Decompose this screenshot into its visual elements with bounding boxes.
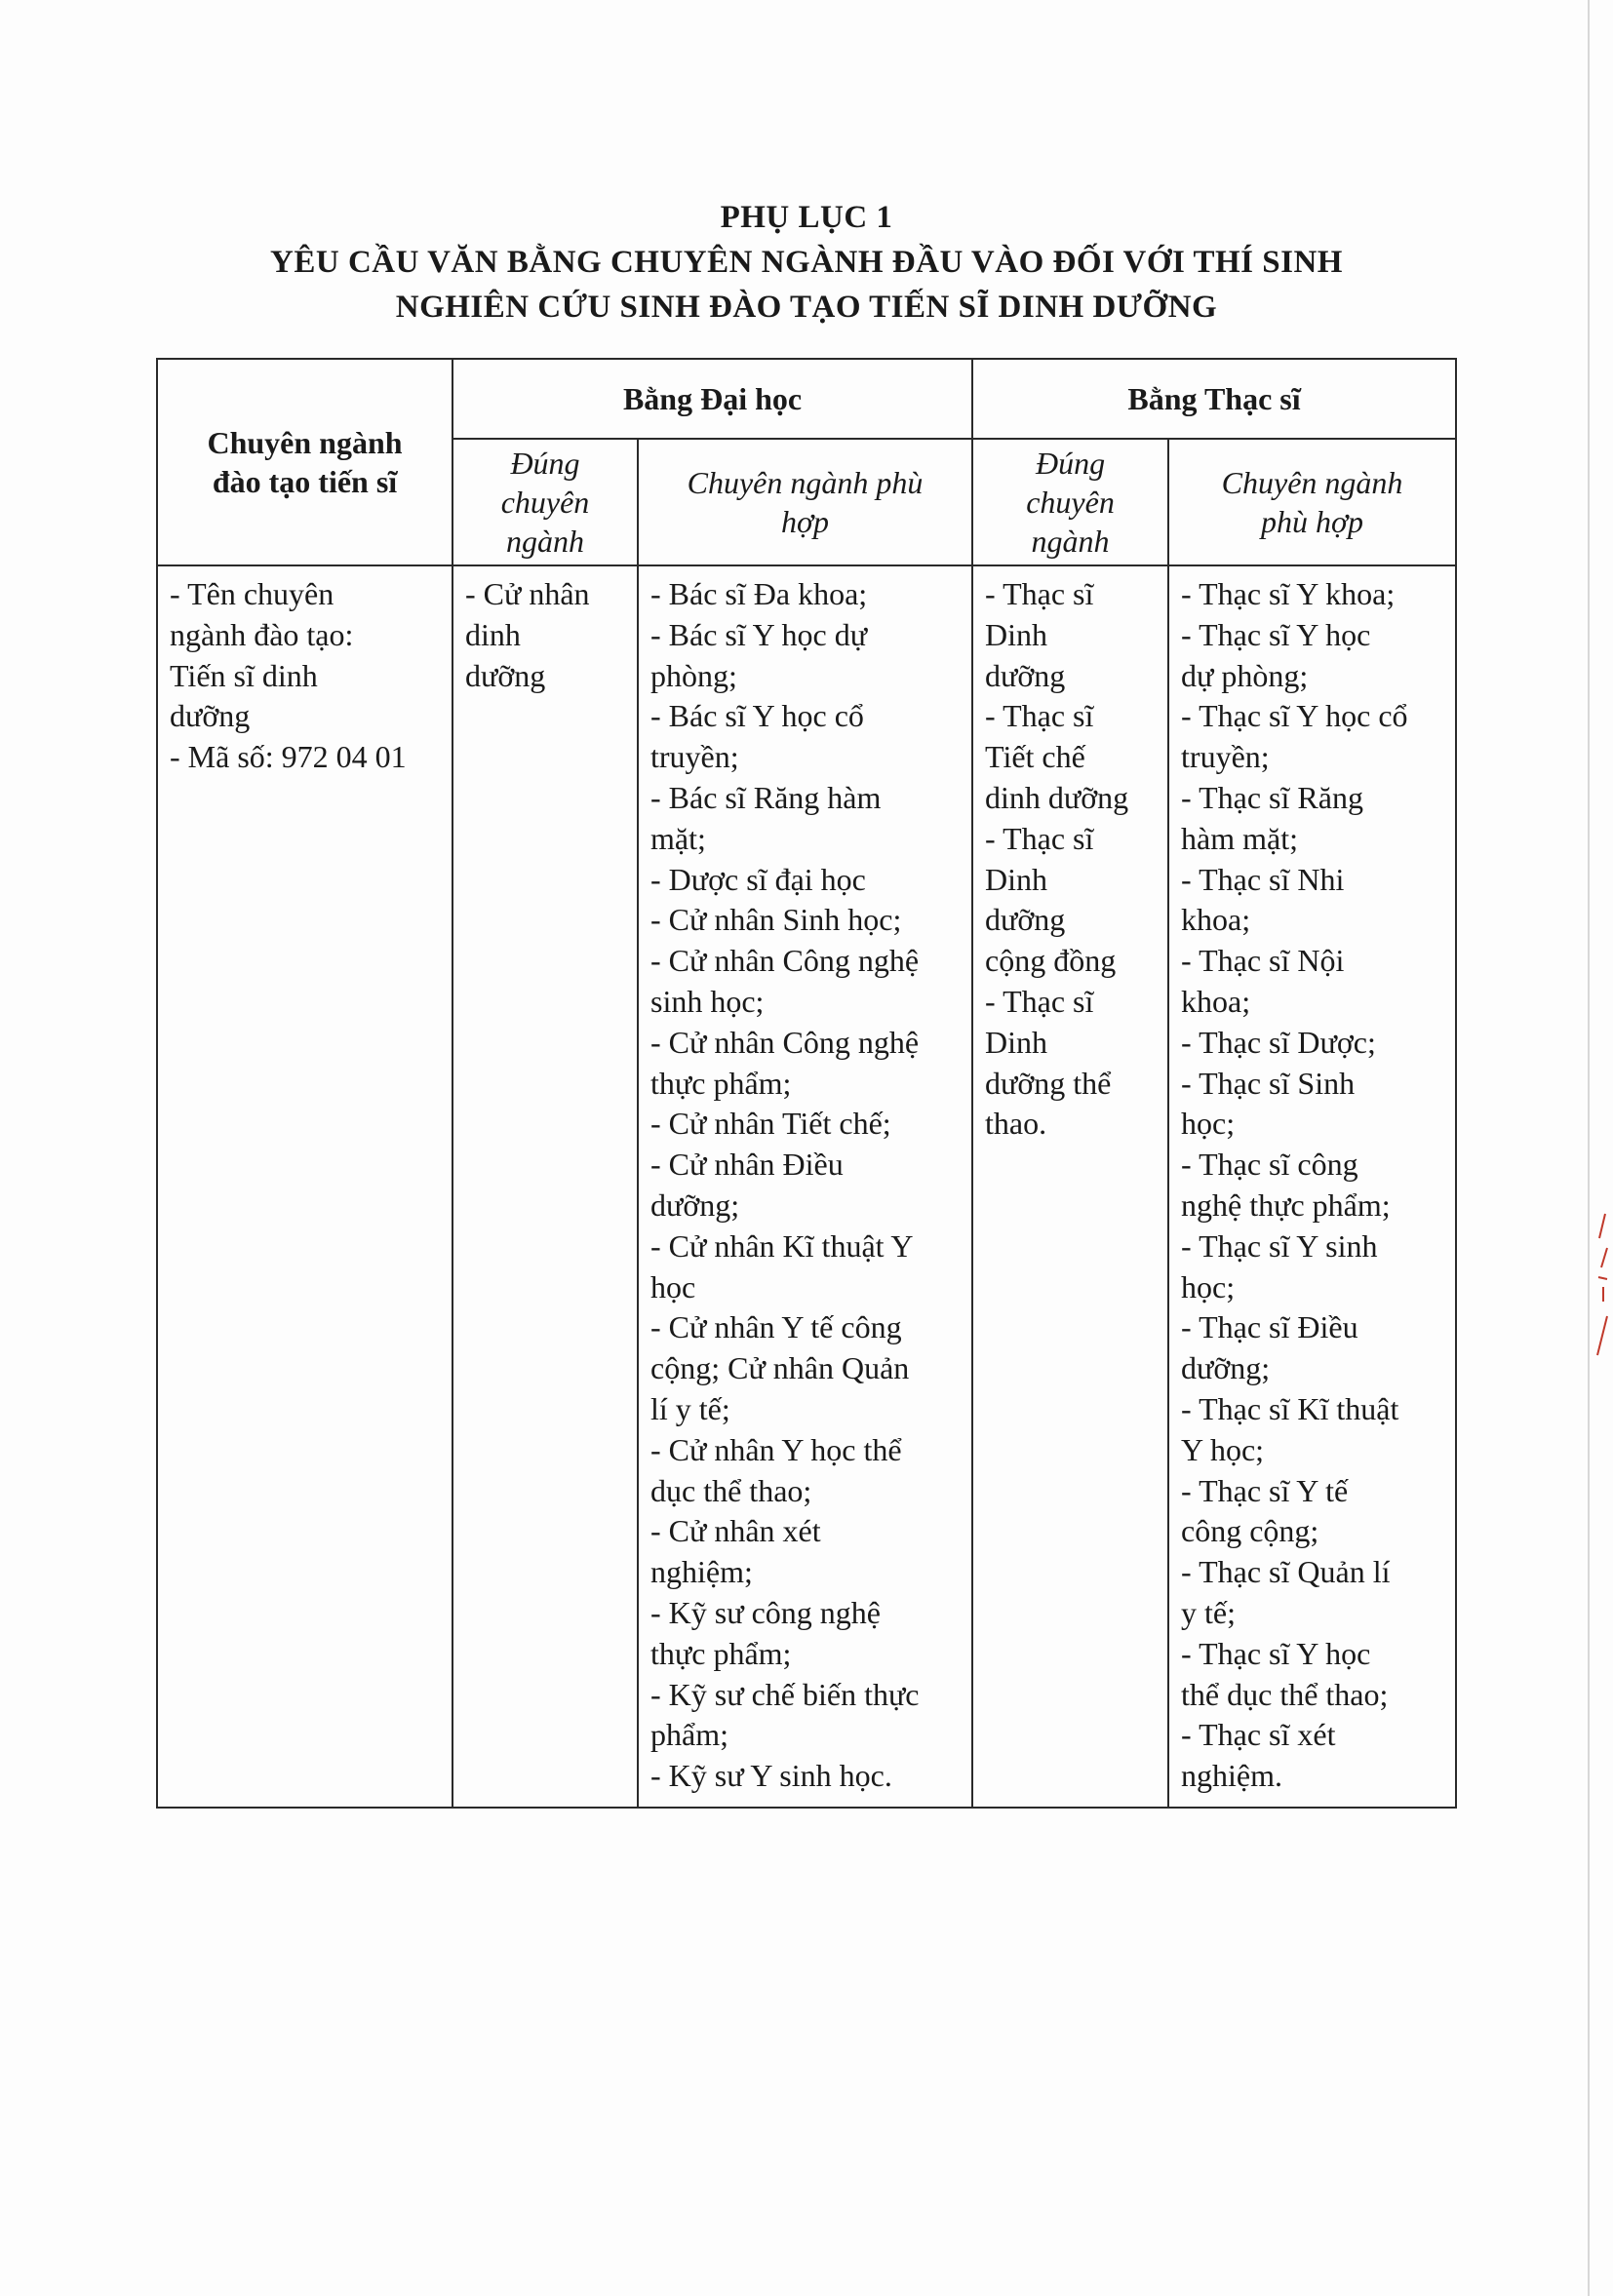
- list-item: y tế;: [1181, 1594, 1236, 1630]
- cell-master-exact: [972, 565, 1168, 1808]
- header-bachelor-exact-label: Đúng chuyên ngành: [500, 446, 590, 559]
- list-item: phẩm;: [650, 1717, 728, 1753]
- list-item: sinh học;: [650, 983, 765, 1019]
- requirements-table: [156, 358, 1457, 1809]
- list-item: thực phẩm;: [650, 1065, 792, 1101]
- list-item: - Thạc sĩ Y học cổ: [1181, 698, 1408, 734]
- cell-bachelor-related: [638, 565, 972, 1808]
- list-item: dưỡng thể: [985, 1065, 1112, 1101]
- list-item: - Thạc sĩ Dược;: [1181, 1024, 1376, 1060]
- list-item: dinh: [465, 616, 521, 652]
- list-item: phòng;: [650, 657, 737, 693]
- document-title: [0, 195, 1613, 330]
- list-item: - Cử nhân Kĩ thuật Y: [650, 1227, 914, 1264]
- list-item: lí y tế;: [650, 1390, 730, 1426]
- list-item: - Cử nhân xét: [650, 1513, 821, 1549]
- list-item: - Thạc sĩ Y học: [1181, 616, 1371, 652]
- header-program: [157, 359, 452, 565]
- list-item: - Bác sĩ Răng hàm: [650, 779, 882, 815]
- list-item: dưỡng: [170, 698, 251, 734]
- list-item: - Thạc sĩ Sinh: [1181, 1065, 1356, 1101]
- list-item: Y học;: [1181, 1431, 1265, 1467]
- list-item: - Mã số: 972 04 01: [170, 739, 407, 775]
- list-item: - Thạc sĩ: [985, 698, 1094, 734]
- list-item: cộng; Cử nhân Quản: [650, 1350, 910, 1386]
- list-item: Dinh: [985, 1024, 1048, 1060]
- list-item: Dinh: [985, 861, 1048, 897]
- list-item: học;: [1181, 1268, 1236, 1304]
- header-master-exact: [972, 439, 1168, 565]
- list-item: - Dược sĩ đại học: [650, 861, 866, 897]
- list-item: - Thạc sĩ: [985, 983, 1094, 1019]
- list-item: khoa;: [1181, 902, 1251, 938]
- list-item: thao.: [985, 1106, 1047, 1142]
- list-item: truyền;: [650, 739, 739, 775]
- list-item: dự phòng;: [1181, 657, 1309, 693]
- list-item: Dinh: [985, 616, 1048, 652]
- cell-program: [157, 565, 452, 1808]
- list-item: dưỡng: [985, 657, 1066, 693]
- list-item: - Thạc sĩ Y tế: [1181, 1472, 1349, 1508]
- list-item: - Bác sĩ Đa khoa;: [650, 576, 868, 611]
- list-item: cộng đồng: [985, 943, 1117, 979]
- list-item: - Cử nhân Sinh học;: [650, 902, 902, 938]
- list-item: - Thạc sĩ Y khoa;: [1181, 576, 1396, 611]
- header-master-exact-label: Đúng chuyên ngành: [1026, 446, 1115, 559]
- list-item: Tiết chế: [985, 739, 1085, 775]
- list-item: nghiệm;: [650, 1554, 753, 1590]
- list-item: - Cử nhân Y học thể: [650, 1431, 902, 1467]
- list-item: công cộng;: [1181, 1513, 1319, 1549]
- list-item: - Bác sĩ Y học dự: [650, 616, 868, 652]
- cell-bachelor-exact: [452, 565, 638, 1808]
- list-item: - Thạc sĩ công: [1181, 1147, 1358, 1183]
- list-item: - Thạc sĩ Y học: [1181, 1635, 1371, 1671]
- title-line-appendix: PHỤ LỤC 1: [720, 200, 893, 235]
- red-stamp-fragment: [1595, 1209, 1609, 1365]
- list-item: - Tên chuyên: [170, 576, 334, 611]
- list-item: - Cử nhân Tiết chế;: [650, 1106, 891, 1142]
- list-item: - Cử nhân Công nghệ: [650, 1024, 920, 1060]
- header-bachelor-related: [638, 439, 972, 565]
- list-item: học: [650, 1268, 696, 1304]
- list-item: Tiến sĩ dinh: [170, 657, 318, 693]
- cell-master-related: [1168, 565, 1456, 1808]
- list-item: dục thể thao;: [650, 1472, 812, 1508]
- list-item: hàm mặt;: [1181, 820, 1298, 856]
- list-item: - Thạc sĩ Điều: [1181, 1309, 1358, 1345]
- list-item: - Thạc sĩ Răng: [1181, 779, 1363, 815]
- list-item: dưỡng: [465, 657, 546, 693]
- list-item: - Thạc sĩ: [985, 576, 1094, 611]
- header-master-related-label: Chuyên ngành phù hợp: [1221, 465, 1403, 539]
- list-item: - Bác sĩ Y học cổ: [650, 698, 864, 734]
- list-item: nghệ thực phẩm;: [1181, 1187, 1391, 1223]
- list-item: mặt;: [650, 820, 706, 856]
- list-item: - Thạc sĩ Kĩ thuật: [1181, 1390, 1399, 1426]
- list-item: - Thạc sĩ Y sinh: [1181, 1227, 1378, 1264]
- list-item: - Thạc sĩ xét: [1181, 1717, 1336, 1753]
- list-item: khoa;: [1181, 983, 1251, 1019]
- list-item: - Thạc sĩ Quản lí: [1181, 1554, 1391, 1590]
- table-row: [157, 565, 1456, 1808]
- list-item: - Thạc sĩ Nội: [1181, 943, 1345, 979]
- header-bachelor-related-label: Chuyên ngành phù hợp: [687, 465, 924, 539]
- list-item: ngành đào tạo:: [170, 616, 354, 652]
- header-master-group: Bằng Thạc sĩ: [972, 359, 1456, 439]
- header-bachelor-exact: [452, 439, 638, 565]
- title-line-program: NGHIÊN CỨU SINH ĐÀO TẠO TIẾN SĨ DINH DƯỠNG: [395, 290, 1218, 325]
- list-item: - Kỹ sư công nghệ: [650, 1594, 881, 1630]
- list-item: - Cử nhân Điều: [650, 1147, 844, 1183]
- title-line-requirement: YÊU CẦU VĂN BẰNG CHUYÊN NGÀNH ĐẦU VÀO ĐỐI VỚI THÍ SINH: [270, 245, 1343, 280]
- list-item: - Thạc sĩ Nhi: [1181, 861, 1345, 897]
- list-item: - Kỹ sư Y sinh học.: [650, 1758, 892, 1794]
- list-item: dưỡng;: [1181, 1350, 1271, 1386]
- list-item: học;: [1181, 1106, 1236, 1142]
- page-edge-shadow: [1588, 0, 1590, 2296]
- header-program-label: Chuyên ngành đào tạo tiến sĩ: [207, 425, 403, 499]
- list-item: - Cử nhân Công nghệ: [650, 943, 920, 979]
- list-item: - Cử nhân Y tế công: [650, 1309, 902, 1345]
- list-item: dưỡng;: [650, 1187, 740, 1223]
- header-bachelor-group: Bằng Đại học: [452, 359, 972, 439]
- list-item: nghiệm.: [1181, 1758, 1282, 1794]
- list-item: dưỡng: [985, 902, 1066, 938]
- list-item: thực phẩm;: [650, 1635, 792, 1671]
- header-master-related: [1168, 439, 1456, 565]
- list-item: - Cử nhân: [465, 576, 590, 611]
- list-item: thể dục thể thao;: [1181, 1676, 1389, 1712]
- list-item: truyền;: [1181, 739, 1270, 775]
- list-item: - Kỹ sư chế biến thực: [650, 1676, 920, 1712]
- list-item: dinh dưỡng: [985, 779, 1129, 815]
- header-row-groups: [157, 359, 1456, 439]
- list-item: - Thạc sĩ: [985, 820, 1094, 856]
